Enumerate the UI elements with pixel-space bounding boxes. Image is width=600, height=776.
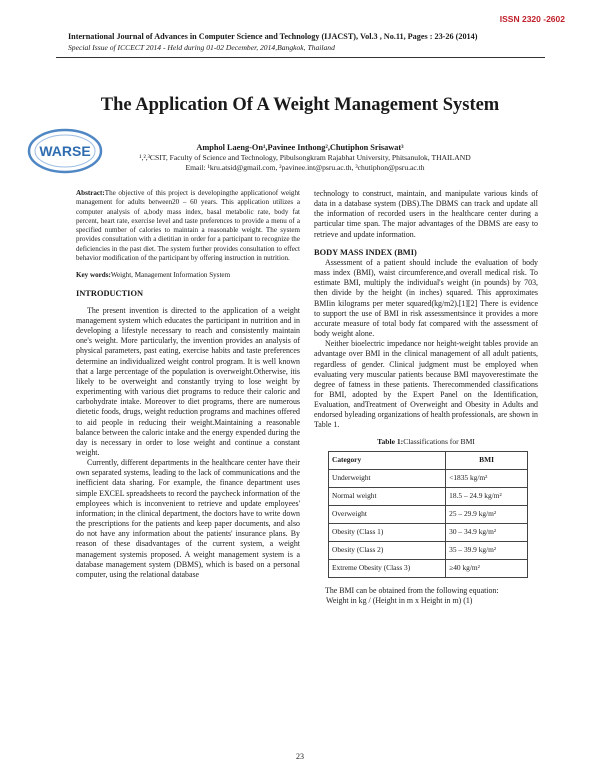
intro-paragraph-2: Currently, different departments in the healthcare center have their own separated systems, leading to the lack of communications and the inefficient data sharing. For example, the finance department uses simple EXCEL spreadsheets to record the paycheck information of the employees which is inconvenient to retrieve and update employees' information; in the clinical department, the doctors have to write down the prescriptions for the patients and keep paper documents, and also do not have any information about the patients' insurance plans. By reason of these disadvantages of the current system, a weight management systemis proposed. A weight management system is a database management system (DBMS), which is based on a personal computer, using the relational database	[76, 458, 300, 579]
table-cell: 35 – 39.9 kg/m²	[446, 541, 528, 559]
bmi-heading: BODY MASS INDEX (BMI)	[314, 247, 417, 257]
table-cell: 25 – 29.9 kg/m²	[446, 505, 528, 523]
table-caption-text: Classifications for BMI	[403, 436, 475, 446]
table-cell: Obesity (Class 1)	[329, 523, 446, 541]
abstract	[76, 189, 300, 263]
table-row	[329, 541, 528, 559]
issn-label: ISSN 2320 -2602	[499, 14, 565, 24]
table-row	[329, 469, 528, 487]
equation: Weight in kg / (Height in m x Height in m) (1)	[326, 595, 473, 605]
table-cell: Underweight	[329, 469, 446, 487]
table-cell: Overweight	[329, 505, 446, 523]
abstract-label: Abstract:	[76, 189, 105, 197]
table-header-cell: BMI	[446, 451, 528, 469]
keywords	[76, 271, 300, 280]
intro-paragraph-1: The present invention is directed to the application of a weight management system which educates the participant in nutrition and in developing a lifestyle necessary to reach and consistently maintain one's weight. More particularly, the invention provides an analysis of physical parameters, past eating, exercise habits and taste preferences determine an individualized weight control program. It is well known that a large percentage of the population is overweight.Otherwise, itis likely to be overweight and constantly trying to lose weight by experimenting with various diet programs to reduce their caloric and carbohydrate intake. Moreover to diet programs, there are numerous dietetic foods, drugs, weight reduction programs and machines offered to aid people in reducing their weight.Maintaining a reasonable balance between the caloric intake and the energy expended during the day is necessary in order to lose weight and continue a constant weight.	[76, 305, 300, 458]
table-cell: Obesity (Class 2)	[329, 541, 446, 559]
table-cell: Normal weight	[329, 487, 446, 505]
authors: Amphol Laeng-On¹,Pavinee Inthong²,Chutiphon Srisawat³	[196, 143, 404, 152]
table-row	[329, 505, 528, 523]
bmi-paragraph-2: Neither bioelectric impedance nor height-weight tables provide an advantage over BMI in the clinical management of all adult patients, regardless of gender. Clinical judgment must be employed when evaluating very muscular patients because BMI mayoverestimate the degree of fatness in these patients. Therecommended classifications for BMI, adopted by the Expert Panel on the Identification, Evaluation, andTreatment of Overweight and Obesity in Adults and endorsed byleading organizations of health professionals, are shown in Table 1.	[314, 339, 538, 430]
page-number: 23	[296, 752, 304, 761]
paper-title: The Application Of A Weight Management System	[100, 95, 500, 115]
bmi-table	[328, 451, 528, 578]
keywords-label: Key words:	[76, 271, 111, 280]
table-cell: 18.5 – 24.9 kg/m²	[446, 487, 528, 505]
abstract-text: The objective of this project is developingthe applicationof weight management for adults between20 – 60 years. This application utilizes a computer analysis of a,body mass index, basal metabolic rate, body fat percent, heart rate, exercise level and taste preferences to provide a menu of a specified number of calories to maintain a reasonable weight. The system provides consultation with a dietitian in order for a participant to recognize the deficiencies in the past diet. The system further provides consultation to effect behavior modification of the participant by offering instruction in nutrition.	[76, 189, 300, 263]
table-header-row	[329, 451, 528, 469]
special-issue-line: Special Issue of ICCECT 2014 - Held during 01-02 December, 2014,Bangkok, Thailand	[68, 43, 335, 52]
equation-intro: The BMI can be obtained from the following equation:	[325, 585, 499, 595]
table-cell: ≥40 kg/m²	[446, 559, 528, 577]
table-cell: 30 – 34.9 kg/m²	[446, 523, 528, 541]
table-caption	[314, 437, 538, 447]
journal-line: International Journal of Advances in Computer Science and Technology (IJACST), Vol.3 , No.11, Pages : 23-26 (2014)	[68, 32, 478, 41]
table-cell: Extreme Obesity (Class 3)	[329, 559, 446, 577]
affiliation: ¹,²,³CSIT, Faculty of Science and Technology, Pibulsongkram Rajabhat University, Phitsanulok, THAILAND	[139, 153, 471, 162]
table-cell: <1835 kg/m²	[446, 469, 528, 487]
dbms-paragraph: technology to construct, maintain, and manipulate various kinds of data in a database system (DBS).The DBMS can track and update all the information of recorded users in the healthcare center during a particular time span. The major advantages of the DBMS are easy to retrieve and update information.	[314, 189, 538, 239]
intro-heading: INTRODUCTION	[76, 288, 144, 298]
table-header-cell: Category	[329, 451, 446, 469]
right-column	[314, 189, 538, 606]
table-row	[329, 559, 528, 577]
header-rule	[56, 57, 545, 58]
left-column	[76, 189, 300, 580]
table-row	[329, 523, 528, 541]
email-line: Email: ¹kru.atsid@gmail.com, ²pavinee.int@psru.ac.th, ³chutiphon@psru.ac.th	[185, 163, 425, 172]
logo-text: WARSE	[39, 143, 91, 159]
keywords-text: Weight, Management Information System	[110, 271, 231, 280]
table-row	[329, 487, 528, 505]
bmi-paragraph-1: Assessment of a patient should include the evaluation of body mass index (BMI), waist circumference,and overall medical risk. To estimate BMI, multiply the individual's weight (in pounds) by 703, then divide by the height (in inches) squared. This approximates BMIin kilograms per meter squared(kg/m2).[1][2] There is evidence to support the use of BMI in risk assessmentsince it provides a more accurate measure of total body fat compared with the assessment of body weight alone.	[314, 257, 538, 339]
table-caption-label: Table 1:	[377, 436, 404, 446]
warse-logo	[27, 128, 103, 174]
